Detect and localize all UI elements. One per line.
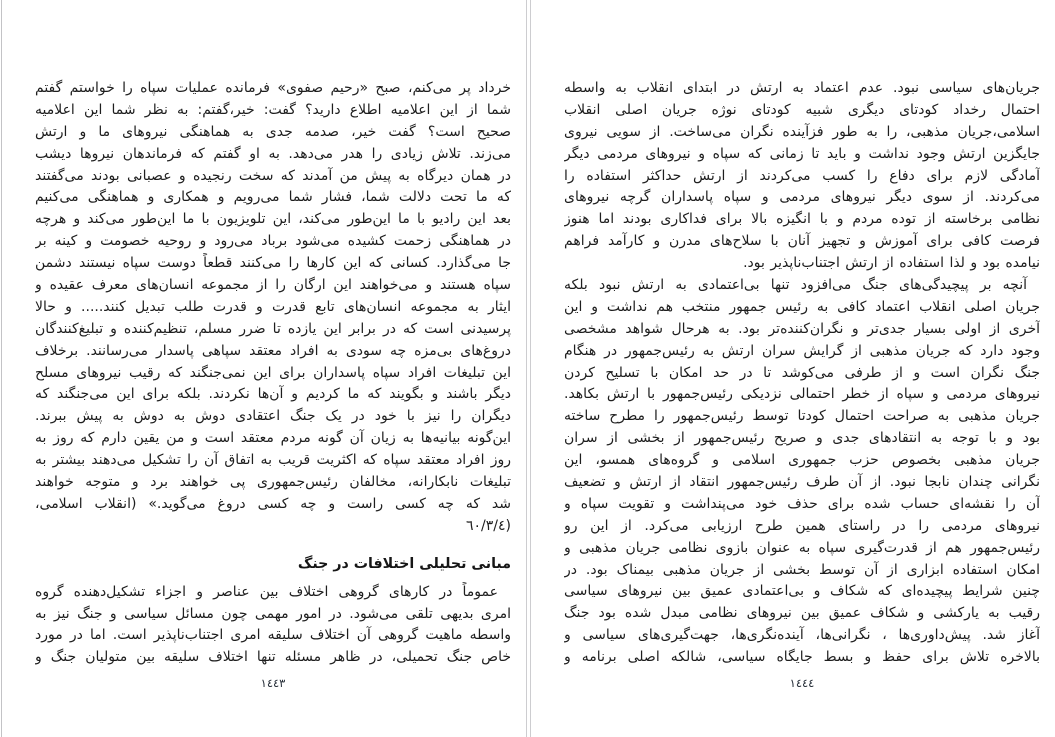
paragraph (564, 78, 1040, 275)
page-left (1, 0, 527, 737)
paragraph (35, 78, 511, 538)
text-line: در همان دیرگاه به پیش من آمدند که سخت رنجیده و عصبانی بودند می‌گفتند (35, 167, 511, 184)
text-line: جایگزین ارتش وجود نداشت و باید تا زمانی که سپاه و نیروهای مردمی دیگر (564, 145, 1040, 162)
text-line: دروغ‌های بی‌مزه چه سودی به افراد معتقد سپاهی پاسدار می‌رسانند. برخلاف (35, 342, 511, 359)
section-heading: مبانی تحلیلی اختلافات در جنگ (297, 555, 511, 572)
text-line: جنگ نگران است و از طرفی می‌کوشد تا در حد امکان با تسلیح کردن (564, 364, 1040, 381)
text-line: که ما تحت دلالت شما، فشار شما می‌رویم و همکاری و هماهنگی می‌کنیم (35, 189, 511, 206)
text-line: نگرانی چندان نابجا نبود. از آن طرف رئیس‌جمهور انتقاد از ارتش و تضعیف (564, 474, 1040, 491)
text-line: جریان مذهبی به صراحت احتمال کودتا توسط رئیس‌جمهور را مطرح ساخته (564, 408, 1040, 425)
text-line: شما از این اعلامیه اطلاع دارید؟ گفت: خیر،گفتم: به نظر شما این اعلامیه (35, 101, 511, 118)
text-line: دیگران را نیز با خود در یک جنگ اعتقادی دوش به دوش به پیش ببرند. (35, 408, 511, 425)
text-line: روز افراد معتقد سپاه که اکثریت قریب به اتفاق آن را تشکیل می‌دهند بیشتر به (35, 452, 511, 469)
text-line: آنچه بر پیچیدگی‌های جنگ می‌افزود تنها بی‌اعتمادی به ارتش نبود بلکه (564, 277, 1027, 294)
page-right (530, 0, 1055, 737)
text-line: دیگر باشند و بگویند که ما کردیم و آن‌ها نکردند. بلکه برای این می‌جنگند که (35, 386, 511, 403)
page-left-text-block (35, 78, 511, 669)
paragraph (35, 582, 511, 670)
page-left-number: ١٤٤٣ (260, 676, 286, 690)
text-line: شد که چه کسی راست و چه کسی دروغ می‌گوید.» (انقلاب اسلامی، (35, 495, 511, 512)
text-line: نیامده بود و لذا استفاده از ارتش اجتناب‌ناپذیر بود. (743, 255, 1040, 272)
text-line: جریان مذهبی بخصوص حزب جمهوری اسلامی و گروه‌های همسو، این (564, 452, 1040, 469)
text-line: چنین شرایط پیچیده‌ای که شکاف و بی‌اعتمادی عمیق بین نیروهای سیاسی (564, 583, 1040, 600)
text-line: رئیس‌جمهور هم از قدرت‌گیری سپاه به عنوان بازوی نظامی جریان مذهبی و (564, 539, 1040, 556)
text-line: آمادگی لازم برای دفاع را کسب می‌کردند از ارتش حداکثر استفاده را (564, 167, 1040, 184)
text-line: وجود دارد که جریان مذهبی از گرایش سران ارتش به رئیس‌جمهور در هنگام (564, 342, 1040, 359)
paragraph (564, 275, 1040, 669)
text-line: آن را نقشه‌ای حساب شده برای حذف خود می‌پنداشت و تقویت سپاه و (564, 495, 1040, 512)
text-line: بود و با توجه به انتقادهای جدی و صریح رئیس‌جمهور از بخشی از سران (564, 430, 1040, 447)
text-line: تبلیغات نابکارانه، مخالفان رئیس‌جمهوری پی خواهند برد و متوجه خواهند (35, 474, 511, 491)
text-line: رقیب به یارکشی و شکاف عمیق بین نیروهای نظامی مبدل شده بود جنگ (564, 605, 1040, 622)
text-line: می‌کردند. از سوی دیگر نیروهای مردمی و سپاه پاسداران گرچه نیروهای (564, 189, 1040, 206)
text-line: احتمال رخداد کودتای دیگری شبیه کودتای نوژه جریان اصلی انقلاب (564, 101, 1040, 118)
page-right-number: ١٤٤٤ (789, 676, 815, 690)
page-right-text-block (564, 78, 1040, 669)
text-line: امری بدیهی تلقی می‌شود. در امور مهمی چون مسائل سیاسی و جنگ نیز به (35, 605, 511, 622)
text-line: آغاز شد. پیش‌داوری‌ها ، نگرانی‌ها، آینده‌نگری‌ها، جهت‌گیری‌های سیاسی و (564, 627, 1040, 644)
text-line: خرداد پر می‌کنم، صبح «رحیم صفوی» فرمانده عملیات سپاه را خواستم گفتم (35, 80, 511, 96)
text-line: صحیح است؟ گفت خیر، صدمه جدی به هماهنگی نیروهای ما و ارتش (35, 123, 511, 140)
text-line: جریان‌های سیاسی نبود. عدم اعتماد به ارتش در ابتدای انقلاب به واسطه (564, 80, 1040, 96)
text-line: امکان استفاده ابزاری از آن توسط بخشی از جریان مذهبی بیمناک بود. در (564, 561, 1040, 578)
text-line: سپاه هستند و می‌خواهند این ارگان را از مجموعه انسان‌های معرف عقیده و (35, 277, 511, 294)
text-line: این‌گونه بیانیه‌ها به زیان آن گونه مردم معتقد است و من یقین دارم که روز به (35, 430, 511, 447)
text-line: فرصت کافی برای آموزش و تجهیز آنان با سلاح‌های مدرن و کارآمد فراهم (564, 233, 1040, 250)
text-line: این تبلیغات افراد سپاه پاسداران برای این نمی‌جنگند که رقیب نیروهای مسلح (35, 364, 511, 381)
text-line: پرسیدنی است که در برابر این یازده تا ضرر مسلم، تنظیم‌کننده و تبلیغ‌کنندگان (35, 320, 511, 337)
text-line: جا می‌گذارد. کسانی که این کارها را می‌کنند قطعاً دوست سپاه نیستند دشمن (35, 255, 511, 272)
text-line: بالاخره تلاش برای حفظ و بسط جایگاه سیاسی، شالکه اصلی برنامه و (564, 649, 1040, 666)
text-line: عموماً در کارهای گروهی اختلاف بین عناصر و اجزاء تشکیل‌دهنده گروه (35, 583, 498, 600)
text-line: نیروهای مردمی و سپاه از خطر احتمالی نزدیکی رئیس‌جمهور با ارتش بکاهد. (564, 386, 1040, 403)
text-line: خاص جنگ تحمیلی، در ظاهر مسئله تنها اختلاف سلیقه بین متولیان جنگ و (35, 649, 511, 666)
text-line: نظامی برخاسته از توده مردم و با انگیزه بالا برای فداکاری بودند اما هنوز (564, 211, 1040, 228)
text-line: اسلامی،جریان مذهبی، را به طور فزآینده نگران می‌ساخت. از سویی نیروی (564, 123, 1040, 140)
text-line: می‌زند. تلاش زیادی را هدر می‌دهد. به او گفتم که فرماندهان نیروها دیشب (35, 145, 511, 162)
text-line: در هماهنگی زحمت کشیده می‌شود برباد می‌رود و روحیه خصومت و کینه بر (35, 233, 511, 250)
text-line: آخری از اولی بسیار جدی‌تر و نگران‌کننده‌تر بود. به هرحال شواهد مشخصی (564, 320, 1040, 337)
text-line: ایثار به مجموعه انسان‌های تابع قدرت و قدرت طلب تبدیل کنند..... و حالا (35, 298, 511, 315)
text-line: ٦٠/٣/٤) (466, 517, 511, 534)
text-line: واسطه ماهیت گروهی آن اختلاف سلیقه امری اجتناب‌ناپذیر است. اما در مورد (35, 627, 511, 644)
text-line: نیروهای مردمی را در راستای همین طرح ارزیابی می‌کرد. از این رو (564, 517, 1040, 534)
text-line: بعد این رادیو با ما این‌طور می‌کند، این تلویزیون با ما این‌طور می‌کند و هرچه (35, 211, 511, 228)
text-line: جریان اصلی انقلاب اعتماد کافی به رئیس جمهور منتخب هم نداشت و این (564, 298, 1040, 315)
